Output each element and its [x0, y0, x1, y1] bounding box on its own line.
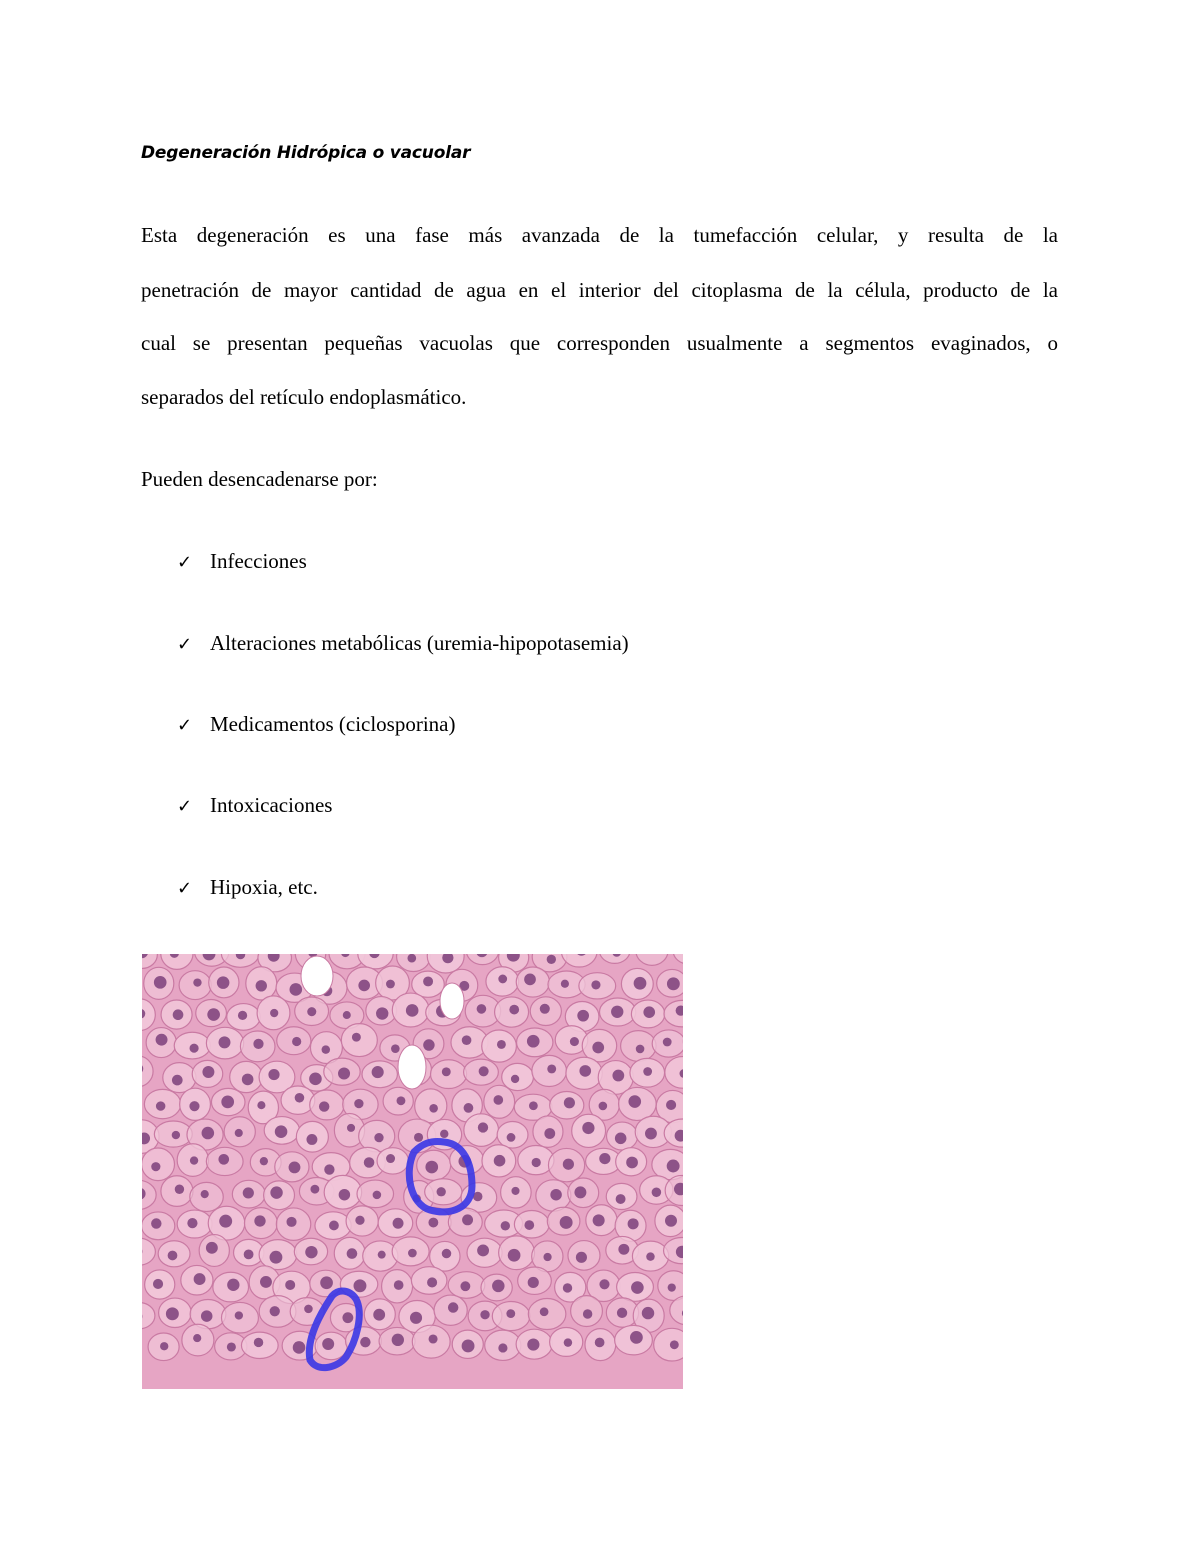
nucleus [268, 1069, 279, 1080]
nucleus [260, 1157, 268, 1165]
nucleus [347, 1124, 355, 1132]
nucleus [207, 1008, 220, 1021]
nucleus [667, 977, 680, 990]
nucleus [636, 1045, 645, 1054]
nucleus [397, 1096, 406, 1105]
nucleus [227, 1342, 236, 1351]
nucleus [477, 1245, 489, 1257]
nucleus [270, 1186, 282, 1198]
nucleus [547, 955, 556, 964]
nucleus [151, 1162, 160, 1171]
nucleus [577, 1010, 589, 1022]
paragraph-line: penetración de mayor cantidad de agua en el interior del citoplasma de la célula, producto de la [141, 278, 1058, 302]
nucleus [243, 1187, 254, 1198]
nucleus [498, 975, 507, 984]
nucleus [540, 1004, 550, 1014]
nucleus [494, 1155, 506, 1167]
nucleus [175, 1185, 184, 1194]
nucleus [352, 1033, 361, 1042]
checkmark-icon: ✓ [177, 715, 193, 736]
nucleus [506, 1309, 515, 1318]
nucleus [305, 1246, 317, 1258]
nucleus [372, 1066, 384, 1078]
nucleus [652, 1188, 662, 1198]
nucleus [528, 1277, 539, 1288]
nucleus [206, 1242, 218, 1254]
nucleus [339, 1189, 350, 1200]
nucleus [201, 1310, 212, 1321]
checkmark-icon: ✓ [177, 878, 193, 899]
nucleus [364, 1157, 375, 1168]
nucleus [386, 1154, 395, 1163]
nucleus [392, 1334, 404, 1346]
nucleus [462, 1340, 475, 1353]
nucleus [393, 1218, 404, 1229]
nucleus [322, 1338, 334, 1350]
nucleus [374, 1133, 383, 1142]
checkmark-icon: ✓ [177, 634, 193, 655]
nucleus [354, 1279, 367, 1292]
nucleus [407, 954, 416, 962]
nucleus [429, 1334, 438, 1343]
nucleus [501, 1221, 510, 1230]
nucleus [631, 1281, 644, 1294]
nucleus [626, 1157, 638, 1169]
nucleus [275, 1125, 288, 1138]
nucleus [550, 1189, 561, 1200]
nucleus [498, 1343, 507, 1352]
nucleus [564, 1097, 575, 1108]
nucleus [670, 1340, 679, 1349]
nucleus [324, 1164, 334, 1174]
nucleus [423, 1039, 434, 1050]
nucleus [666, 1100, 676, 1110]
nucleus [408, 1249, 417, 1258]
nucleus [667, 1160, 680, 1173]
nucleus [219, 1036, 231, 1048]
nucleus [193, 978, 201, 986]
nucleus [527, 1339, 539, 1351]
nucleus [166, 1307, 179, 1320]
cause-list-item [177, 793, 332, 818]
nucleus [511, 1075, 519, 1083]
nucleus [285, 1280, 295, 1290]
nucleus [202, 1127, 215, 1140]
cause-list-item [177, 712, 456, 737]
nucleus [172, 1075, 183, 1086]
nucleus [172, 1131, 180, 1139]
nucleus [493, 1095, 503, 1105]
nucleus [292, 1037, 301, 1046]
nucleus [560, 1216, 573, 1229]
nucleus [160, 1342, 168, 1350]
nucleus [628, 1095, 641, 1108]
nucleus [227, 1279, 239, 1291]
nucleus [497, 1040, 506, 1049]
nucleus [217, 976, 230, 989]
nucleus [343, 1011, 351, 1019]
nucleus [618, 1244, 629, 1255]
nucleus [286, 1217, 296, 1227]
nucleus [663, 1038, 672, 1047]
nucleus [187, 1218, 197, 1228]
micrograph-canvas [142, 954, 683, 1389]
nucleus [642, 1307, 654, 1319]
nucleus [582, 1122, 594, 1134]
nucleus [338, 1068, 350, 1080]
nucleus [151, 1218, 161, 1228]
nucleus [270, 1251, 283, 1264]
nucleus [616, 1194, 626, 1204]
nucleus [634, 977, 647, 990]
nucleus [442, 1249, 452, 1259]
nucleus [342, 1312, 353, 1323]
vacuole [440, 983, 464, 1019]
nucleus [479, 1066, 489, 1076]
nucleus [511, 1187, 519, 1195]
nucleus [156, 1101, 165, 1110]
nucleus [257, 1101, 265, 1109]
nucleus [462, 1214, 473, 1225]
nucleus [319, 1101, 329, 1111]
nucleus [615, 1133, 627, 1145]
cause-label: Intoxicaciones [210, 793, 333, 817]
nucleus [290, 983, 303, 996]
checkmark-icon: ✓ [177, 552, 193, 573]
nucleus [592, 1042, 604, 1054]
nucleus [193, 1334, 201, 1342]
nucleus [665, 1215, 677, 1227]
nucleus [354, 1099, 363, 1108]
vacuole [398, 1045, 426, 1089]
nucleus [611, 1006, 623, 1018]
nucleus [593, 1214, 605, 1226]
nucleus [391, 1044, 400, 1053]
paragraph-line: cual se presentan pequeñas vacuolas que corresponden usualmente a segmentos evaginados, o [141, 331, 1058, 355]
nucleus [201, 1190, 209, 1198]
nucleus [462, 1035, 472, 1045]
nucleus [643, 1006, 655, 1018]
cause-label: Medicamentos (ciclosporina) [210, 712, 456, 736]
nucleus [574, 1186, 586, 1198]
nucleus [612, 1070, 624, 1082]
nucleus [540, 1307, 549, 1316]
nucleus [583, 1309, 592, 1318]
nucleus [406, 1004, 419, 1017]
nucleus [595, 1338, 605, 1348]
nucleus [599, 1102, 608, 1111]
nucleus [235, 1129, 243, 1137]
nucleus [477, 1004, 487, 1014]
nucleus [373, 1191, 382, 1200]
nucleus [570, 1037, 579, 1046]
nucleus [306, 1134, 317, 1145]
nucleus [304, 1305, 313, 1314]
nucleus [168, 1251, 178, 1261]
nucleus [173, 1009, 184, 1020]
nucleus [628, 1218, 639, 1229]
nucleus [329, 1221, 339, 1231]
nucleus [414, 1133, 423, 1142]
nucleus [386, 980, 395, 989]
cause-label: Infecciones [210, 549, 307, 573]
nucleus [527, 1035, 540, 1048]
nucleus [307, 1007, 316, 1016]
nucleus [599, 1279, 609, 1289]
vacuole [301, 956, 333, 996]
nucleus [543, 1253, 551, 1261]
nucleus [253, 1039, 263, 1049]
nucleus [360, 1337, 370, 1347]
nucleus [293, 1341, 306, 1354]
nucleus [310, 1185, 319, 1194]
paragraph-line: Esta degeneración es una fase más avanzada de la tumefacción celular, y resulta de la [141, 223, 1058, 247]
nucleus [478, 1122, 488, 1132]
nucleus [599, 1153, 610, 1164]
nucleus [190, 1156, 198, 1164]
nucleus [194, 1273, 206, 1285]
nucleus [289, 1161, 301, 1173]
nucleus [219, 1215, 232, 1228]
nucleus [448, 1302, 458, 1312]
histology-micrograph-icon [142, 954, 683, 1389]
nucleus [154, 976, 167, 989]
nucleus [153, 1279, 163, 1289]
checkmark-icon: ✓ [177, 796, 193, 817]
nucleus [437, 1187, 446, 1196]
nucleus [373, 1309, 385, 1321]
nucleus [544, 1128, 555, 1139]
causes-intro: Pueden desencadenarse por: [141, 467, 378, 491]
nucleus [156, 1034, 168, 1046]
nucleus [524, 1220, 534, 1230]
nucleus [394, 1280, 404, 1290]
nucleus [347, 1248, 358, 1259]
nucleus [617, 1308, 627, 1318]
nucleus [563, 1159, 574, 1170]
nucleus [645, 1128, 657, 1140]
nucleus [295, 1093, 305, 1103]
section-heading: Degeneración Hidrópica o vacuolar [141, 143, 471, 163]
nucleus [410, 1312, 422, 1324]
cause-list-item [177, 549, 307, 574]
nucleus [320, 1276, 333, 1289]
nucleus [254, 1338, 263, 1347]
nucleus [464, 1103, 474, 1113]
nucleus [507, 1133, 516, 1142]
nucleus [423, 976, 433, 986]
nucleus [322, 1045, 330, 1053]
nucleus [270, 1009, 278, 1017]
nucleus [480, 1310, 489, 1319]
nucleus [646, 1252, 654, 1260]
nucleus [643, 1067, 652, 1076]
nucleus [235, 1311, 243, 1319]
nucleus [591, 980, 600, 989]
cause-list-item [177, 631, 629, 656]
nucleus [427, 1277, 437, 1287]
nucleus [428, 1218, 438, 1228]
nucleus [529, 1101, 538, 1110]
nucleus [532, 1158, 541, 1167]
nucleus [189, 1101, 199, 1111]
nucleus [270, 1306, 280, 1316]
nucleus [561, 980, 569, 988]
nucleus [376, 1007, 388, 1019]
nucleus [358, 980, 370, 992]
nucleus [564, 1338, 572, 1346]
nucleus [202, 1066, 214, 1078]
nucleus [218, 1154, 229, 1165]
nucleus [355, 1216, 364, 1225]
nucleus [509, 1005, 519, 1015]
cause-list-item [177, 875, 318, 900]
nucleus [256, 980, 267, 991]
nucleus [579, 1065, 591, 1077]
nucleus [508, 1249, 521, 1262]
nucleus [630, 1331, 643, 1344]
nucleus [576, 1252, 587, 1263]
nucleus [238, 1011, 247, 1020]
nucleus [425, 1161, 438, 1174]
nucleus [440, 1130, 448, 1138]
nucleus [442, 1067, 451, 1076]
nucleus [563, 1283, 572, 1292]
nucleus [429, 1104, 438, 1113]
nucleus [460, 1281, 470, 1291]
nucleus [524, 974, 536, 986]
nucleus [244, 1249, 254, 1259]
nucleus [221, 1095, 234, 1108]
nucleus [190, 1044, 199, 1053]
nucleus [378, 1251, 386, 1259]
nucleus [492, 1280, 504, 1292]
nucleus [309, 1073, 322, 1086]
paragraph-line: separados del retículo endoplasmático. [141, 385, 467, 409]
nucleus [547, 1064, 556, 1073]
nucleus [260, 1276, 272, 1288]
cause-label: Alteraciones metabólicas (uremia-hipopotasemia) [210, 631, 629, 655]
cause-label: Hipoxia, etc. [210, 875, 318, 899]
nucleus [668, 1283, 676, 1291]
nucleus [254, 1215, 265, 1226]
nucleus [242, 1074, 254, 1086]
